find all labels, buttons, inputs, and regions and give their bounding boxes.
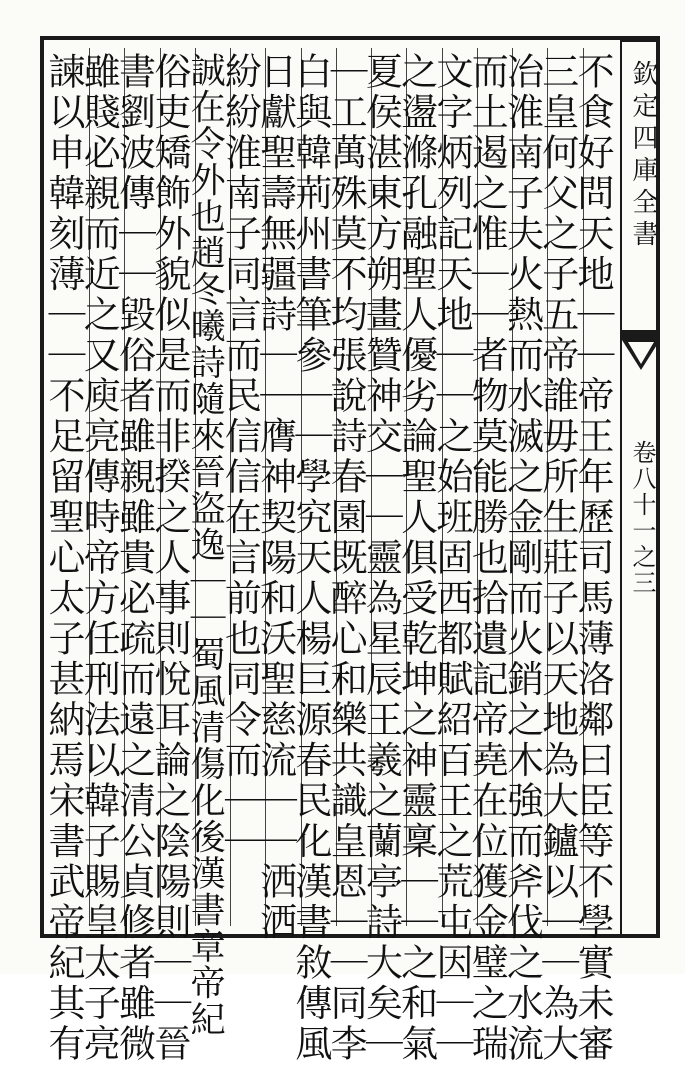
page-margin-strip: [620, 40, 660, 934]
text-column: [571, 48, 618, 1065]
column-text: 文字炳列記天地｜｜之始班固西都賦紹百王之荒屯因｜｜: [429, 52, 473, 1065]
margin-top-rule: [622, 40, 660, 42]
volume-label: 卷八十一之三: [628, 440, 656, 596]
column-text: 之盪滌孔融聖人優劣論聖人俱受乾坤之神靈稟｜｜之和氣: [394, 52, 438, 1065]
text-columns: [42, 48, 618, 1065]
text-column: [535, 48, 582, 1065]
text-column: [500, 48, 547, 1065]
column-text: 書劉波傳｜｜毀俗者雖親雖貴必疏而遠之清公貞修者雖微: [112, 52, 156, 1065]
text-column: [359, 48, 406, 1065]
column-text: 雖賤必親而近之又庾亮傳時帝方任刑法以韓子賜皇太子亮: [77, 52, 121, 1065]
column-text: 白與韓荊州書筆參｜｜學究天人楊巨源春民化漢書敘傳風: [288, 52, 332, 1065]
text-column: [429, 48, 477, 1065]
column-text: 俗吏矯飾外貌似是而非揆之人事則悅耳論之陰陽則｜｜晉: [147, 52, 191, 1065]
book-title: 欽定四庫全書: [628, 60, 658, 252]
text-column: [185, 48, 230, 1038]
text-column: [112, 48, 159, 1065]
column-text: 不食好問天地｜｜帝王年歷司馬薄洛鄰曰臣等不學實未審: [571, 52, 614, 1065]
column-text: 諫以申韓刻薄｜｜不足留聖心太子甚納焉宋書武帝紀其有: [42, 52, 86, 1065]
text-column: [394, 48, 441, 1065]
fishtail-mark-icon: [622, 330, 660, 380]
column-text: 紛紛淮南子同言而民信信在言前也同令而｜｜: [218, 52, 262, 862]
column-text: 日獻聖壽無疆詩｜｜膺神契陽和沃聖慈流｜｜洒洒: [253, 52, 297, 943]
text-column: [147, 48, 195, 1065]
column-text: 三皇何父之子五帝誰毋所生莊子以天地為大鑪以｜｜為大: [535, 52, 579, 1065]
column-text: 誠在令外也趙冬曦詩隨來晉盜逸｜｜蜀風清傷化後漢書章帝紀: [185, 52, 226, 1038]
text-column: [218, 48, 265, 926]
text-column: [324, 48, 371, 1065]
text-column: [77, 48, 124, 1065]
column-text: ｜工萬殊莫不均張說詩春園既醉心和樂共識皇恩｜｜同李: [324, 52, 368, 1065]
column-text: 冶淮南子夫火熱而水滅之金剛而火銷之木強而斧伐之水流: [500, 52, 544, 1065]
text-column: [253, 48, 300, 943]
column-text: 夏侯湛東方朔畫贊神交｜｜靈為星辰王羲之蘭亭詩大矣｜: [359, 52, 403, 1065]
text-column: [288, 48, 336, 1065]
text-column: [42, 48, 89, 1065]
text-column: [465, 48, 512, 1065]
column-text: 而土遏之惟｜｜者物莫能勝也拾遺記帝堯在位獲金璧之瑞: [465, 52, 509, 1065]
